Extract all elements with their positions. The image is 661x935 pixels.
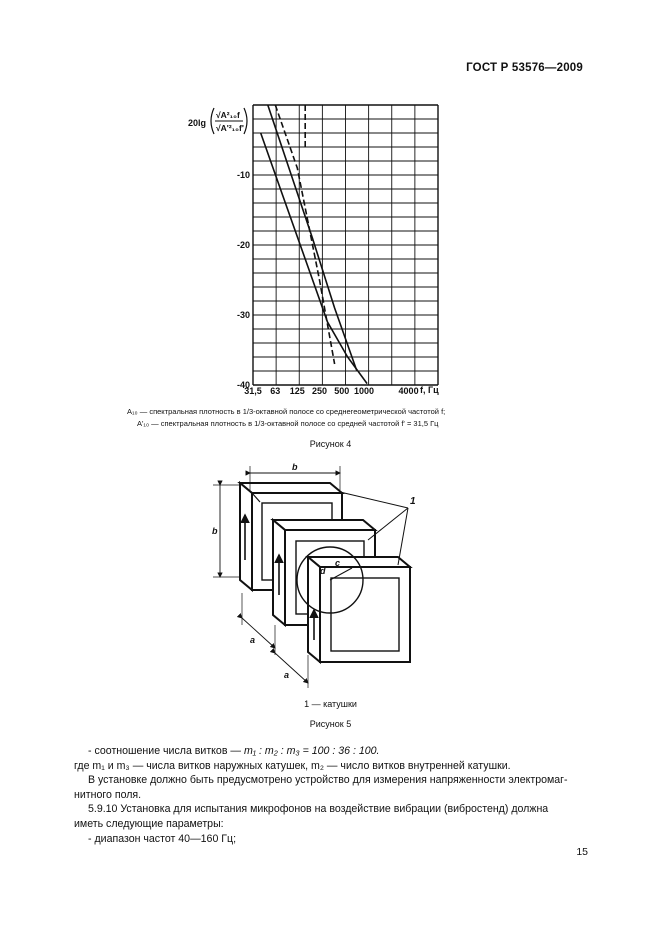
dimension-a-lower-label: a — [284, 670, 290, 680]
body-line-measuring-device: В установке должно быть предусмотрено устройство для измерения напряженности электромаг- — [88, 774, 568, 787]
x-tick-label: 125 — [289, 386, 305, 396]
x-tick-label: 500 — [334, 386, 350, 396]
body-line-parameters: иметь следующие параметры: — [74, 817, 224, 830]
figure4-caption: Рисунок 4 — [309, 439, 352, 449]
y-axis-label-prefix: 20lg — [188, 118, 207, 128]
x-tick-label: 63 — [270, 386, 281, 396]
center-label-c: c — [335, 558, 341, 568]
figure5-legend: 1 — катушки — [304, 699, 357, 709]
x-tick-label: 31,5 — [244, 386, 262, 396]
y-axis-fraction-denominator: √A'²₁₀f' — [216, 123, 244, 133]
body-line-definitions: где m₁ и m₃ — числа витков наружных катушек, m₂ — число витков внутренней катушки. — [74, 759, 511, 772]
figure5-caption: Рисунок 5 — [309, 719, 352, 729]
dimension-b-left-label: b — [212, 526, 218, 536]
dimension-a-lower-line — [275, 653, 308, 683]
figure4-legend-line-1: A₁₀ — спектральная плотность в 1/3-октавной полосе со среднегеометрической частотой f; — [127, 407, 446, 416]
center-label-d: d — [320, 566, 326, 576]
body-line-section-5-9-10: 5.9.10 Установка для испытания микрофонов на воздействие вибрации (вибростенд) должна — [88, 803, 549, 816]
body-text-block — [74, 744, 594, 846]
x-tick-label: 4000 — [398, 386, 419, 396]
dimension-a-upper-line — [242, 618, 275, 648]
y-axis-fraction-numerator: √A²₁₀f — [216, 110, 240, 120]
x-tick-label: 1000 — [354, 386, 375, 396]
y-tick-label: -30 — [236, 310, 250, 320]
figure4-legend-line-2: A'₁₀ — спектральная плотность в 1/3-октавной полосе со средней частотой f' = 31,5 Гц — [137, 419, 439, 428]
page-number: 15 — [576, 846, 588, 858]
body-line-frequency-range: - диапазон частот 40—160 Гц; — [88, 832, 237, 845]
dimension-a-upper-label: a — [250, 635, 256, 645]
y-tick-label: -40 — [236, 380, 250, 390]
dimension-b-top-label: b — [292, 462, 298, 472]
x-tick-label: 250 — [312, 386, 328, 396]
body-line-field: нитного поля. — [74, 788, 142, 801]
document-standard-header: ГОСТ Р 53576—2009 — [466, 62, 583, 74]
y-tick-label: -10 — [236, 170, 250, 180]
body-line-ratio: - соотношение числа витков — m₁ : m₂ : m₃ = 100 : 36 : 100. — [88, 745, 380, 757]
callout-1-label: 1 — [410, 496, 416, 507]
y-tick-label: -20 — [236, 240, 250, 250]
x-axis-label: f, Гц — [420, 385, 439, 395]
